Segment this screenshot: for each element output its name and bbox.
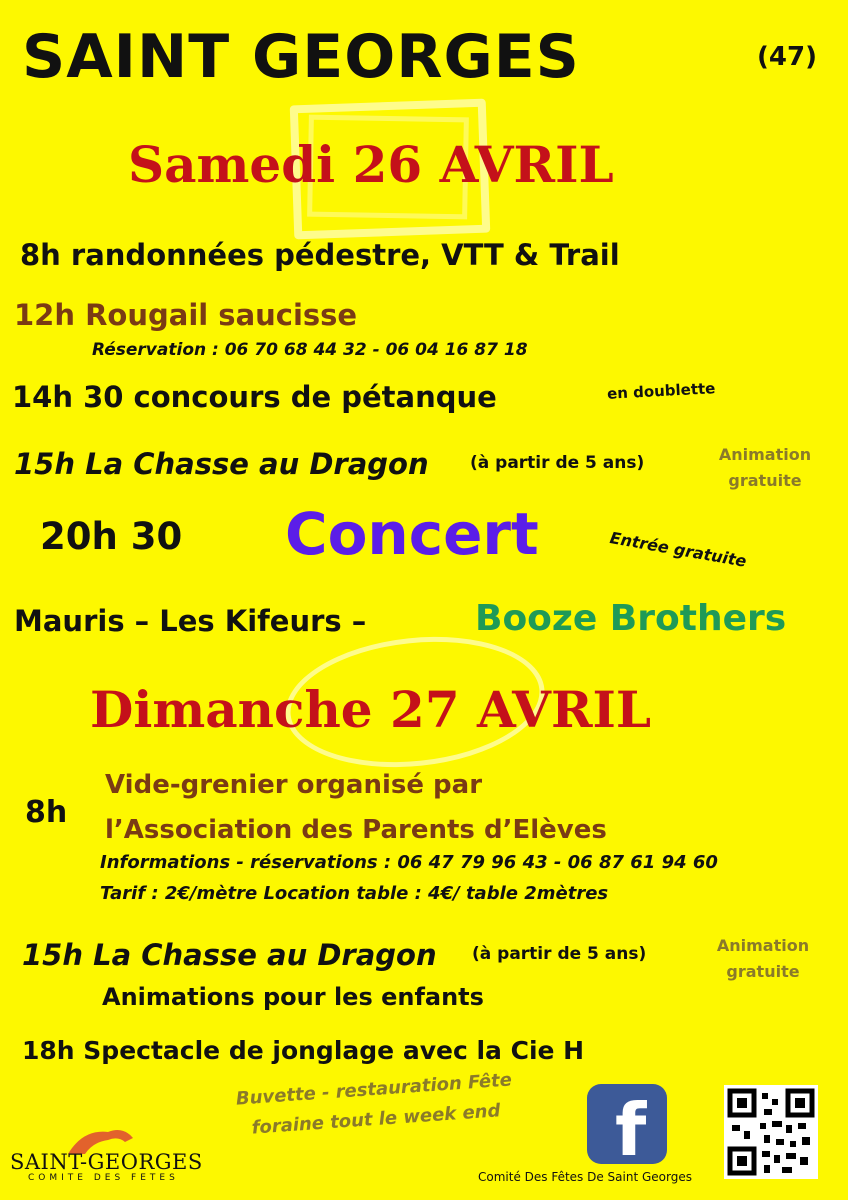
juggling-show: 18h Spectacle de jonglage avec la Cie H xyxy=(22,1036,585,1065)
age-note-sunday: (à partir de 5 ans) xyxy=(472,944,647,964)
free-animation-sunday: Animation gratuite xyxy=(716,936,810,981)
logo-sub-text: COMITE DES FETES xyxy=(28,1173,179,1183)
rougail-reservation: Réservation : 06 70 68 44 32 - 06 04 16 87 18 xyxy=(92,340,528,360)
saturday-date: Samedi 26 AVRIL xyxy=(128,135,614,194)
sunday-date: Dimanche 27 AVRIL xyxy=(90,680,652,739)
concert-time: 20h 30 xyxy=(40,515,183,558)
vide-grenier-time: 8h xyxy=(25,795,68,830)
kids-animations: Animations pour les enfants xyxy=(102,983,484,1011)
age-note-saturday: (à partir de 5 ans) xyxy=(470,453,645,473)
rando-event: 8h randonnées pédestre, VTT & Trail xyxy=(20,238,620,272)
dragon-hunt-sunday: 15h La Chasse au Dragon xyxy=(22,938,437,972)
facebook-icon[interactable]: f xyxy=(587,1084,667,1164)
vide-grenier-tarif: Tarif : 2€/mètre Location table : 4€/ table 2mètres xyxy=(100,883,609,904)
free-entry: Entrée gratuite xyxy=(608,528,748,571)
petanque-format: en doublette xyxy=(606,379,716,403)
booze-brothers-band: Booze Brothers xyxy=(475,598,787,639)
comite-name: Comité Des Fêtes De Saint Georges xyxy=(478,1170,692,1184)
vide-grenier-line2: l’Association des Parents d’Elèves xyxy=(105,815,607,845)
concert-bands: Mauris – Les Kifeurs – xyxy=(14,604,367,638)
department-number: (47) xyxy=(757,42,817,72)
vide-grenier-line1: Vide-grenier organisé par xyxy=(105,770,483,800)
concert-title: Concert xyxy=(285,500,539,568)
petanque-event: 14h 30 concours de pétanque xyxy=(12,380,497,414)
rougail-event: 12h Rougail saucisse xyxy=(14,298,358,332)
page-title: SAINT GEORGES xyxy=(22,22,580,92)
qr-code-icon[interactable] xyxy=(724,1085,818,1179)
qr-code-graphic xyxy=(724,1085,818,1179)
buvette-note: Buvette - restauration Fête foraine tout le week end xyxy=(235,1069,513,1139)
dragon-hunt-saturday: 15h La Chasse au Dragon xyxy=(14,447,429,481)
vide-grenier-info: Informations - réservations : 06 47 79 96 43 - 06 87 61 94 60 xyxy=(100,852,718,873)
free-animation-saturday: Animation gratuite xyxy=(718,445,812,490)
comite-logo xyxy=(8,1124,203,1186)
logo-main-text: SAINT-GEORGES xyxy=(10,1150,203,1174)
